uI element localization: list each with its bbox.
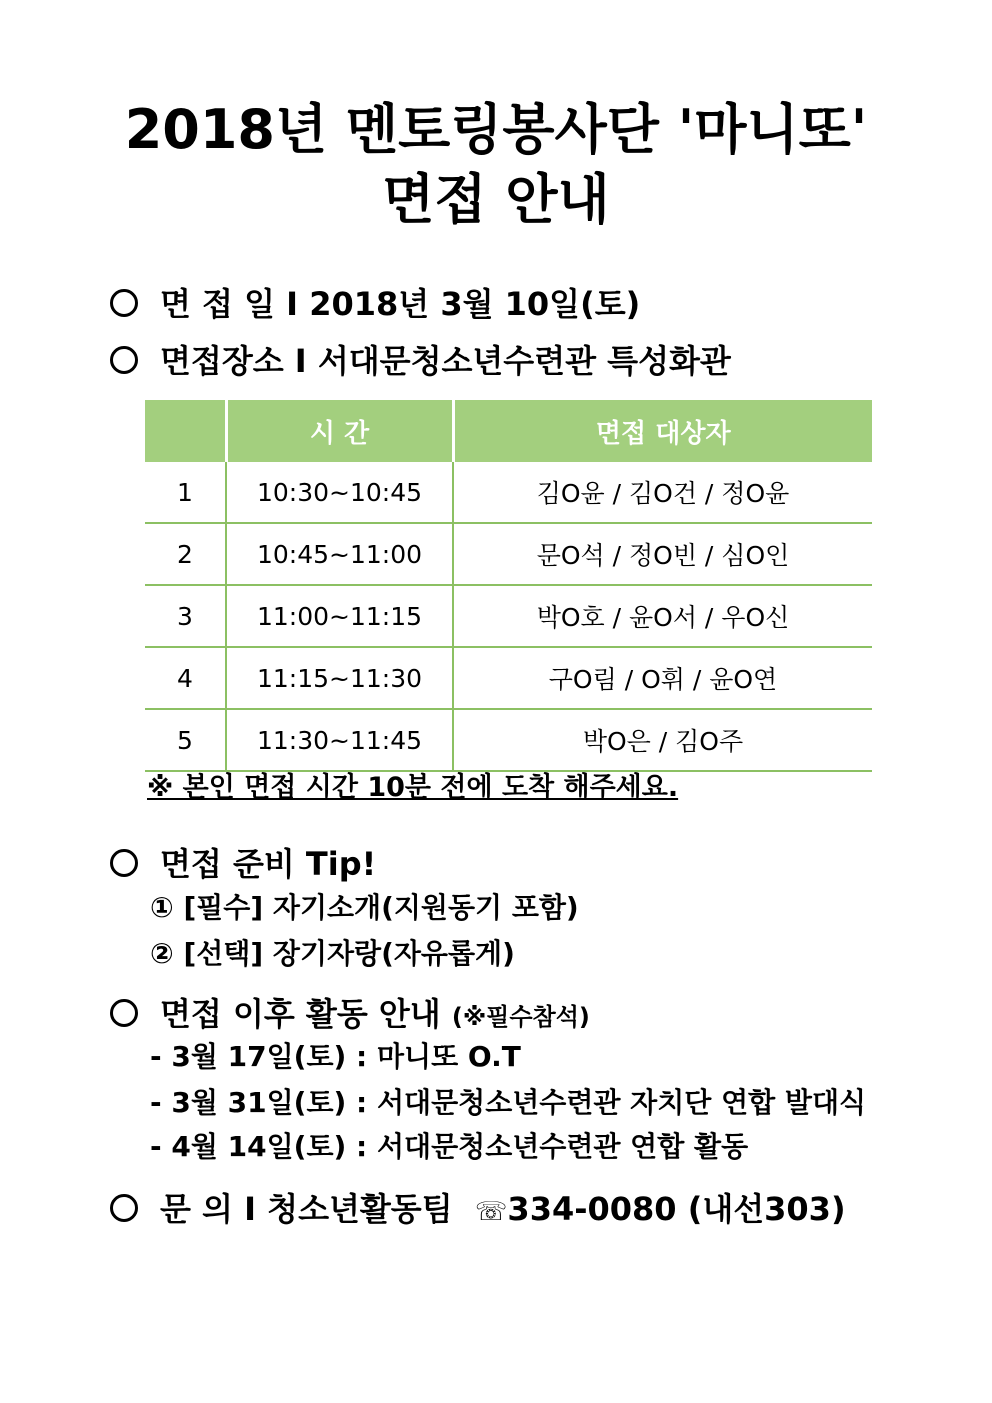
- activities-heading-note: (※필수참석): [451, 1003, 590, 1031]
- row-number: 1: [145, 462, 226, 523]
- row-number: 2: [145, 523, 226, 585]
- row-number: 4: [145, 647, 226, 709]
- row-candidates: 문O석 / 정O빈 / 심O인: [453, 523, 872, 585]
- table-row: [145, 647, 872, 709]
- activities-heading: [110, 992, 590, 1039]
- row-time: 10:30~10:45: [226, 462, 453, 523]
- schedule-table: [145, 400, 872, 772]
- header-number: [145, 400, 226, 462]
- row-number: 3: [145, 585, 226, 647]
- row-time: 11:30~11:45: [226, 709, 453, 771]
- contact-label: 문 의 I 청소년활동팀: [160, 1190, 453, 1228]
- title-line-1: 2018년 멘토링봉사단 '마니또': [124, 98, 868, 161]
- interview-place-text: 면접장소 I 서대문청소년수련관 특성화관: [160, 342, 731, 380]
- activity-item: - 3월 31일(토) : 서대문청소년수련관 자치단 연합 발대식: [150, 1086, 867, 1119]
- tip-item: ② [선택] 장기자랑(자유롭게): [150, 937, 515, 970]
- header-candidates: 면접 대상자: [453, 400, 872, 462]
- table-row: [145, 462, 872, 523]
- tip-item: ① [필수] 자기소개(지원동기 포함): [150, 891, 579, 924]
- row-time: 11:00~11:15: [226, 585, 453, 647]
- row-candidates: 박O호 / 윤O서 / 우O신: [453, 585, 872, 647]
- circle-bullet-icon: [110, 346, 138, 374]
- tips-heading: [110, 842, 376, 886]
- activities-heading-text: 면접 이후 활동 안내: [160, 995, 441, 1033]
- circle-bullet-icon: [110, 849, 138, 877]
- activity-item: - 4월 14일(토) : 서대문청소년수련관 연합 활동: [150, 1130, 749, 1163]
- header-time: 시 간: [226, 400, 453, 462]
- row-time: 11:15~11:30: [226, 647, 453, 709]
- activity-item: - 3월 17일(토) : 마니또 O.T: [150, 1040, 521, 1073]
- tips-heading-text: 면접 준비 Tip!: [160, 845, 377, 883]
- phone-icon: ☏: [474, 1197, 508, 1227]
- interview-date-text: 면 접 일 I 2018년 3월 10일(토): [160, 285, 641, 323]
- circle-bullet-icon: [110, 1194, 138, 1222]
- table-row: [145, 523, 872, 585]
- row-time: 10:45~11:00: [226, 523, 453, 585]
- interview-place: [110, 339, 731, 383]
- interview-date: [110, 282, 640, 326]
- table-row: [145, 709, 872, 771]
- row-candidates: 김O윤 / 김O건 / 정O윤: [453, 462, 872, 523]
- circle-bullet-icon: [110, 999, 138, 1027]
- row-number: 5: [145, 709, 226, 771]
- title-line-2: 면접 안내: [382, 168, 610, 231]
- row-candidates: 박O은 / 김O주: [453, 709, 872, 771]
- arrival-note: ※ 본인 면접 시간 10분 전에 도착 해주세요.: [147, 772, 679, 803]
- row-candidates: 구O림 / O휘 / 윤O연: [453, 647, 872, 709]
- contact-phone: 334-0080 (내선303): [507, 1190, 846, 1228]
- circle-bullet-icon: [110, 289, 138, 317]
- contact: [110, 1187, 846, 1234]
- table-row: [145, 585, 872, 647]
